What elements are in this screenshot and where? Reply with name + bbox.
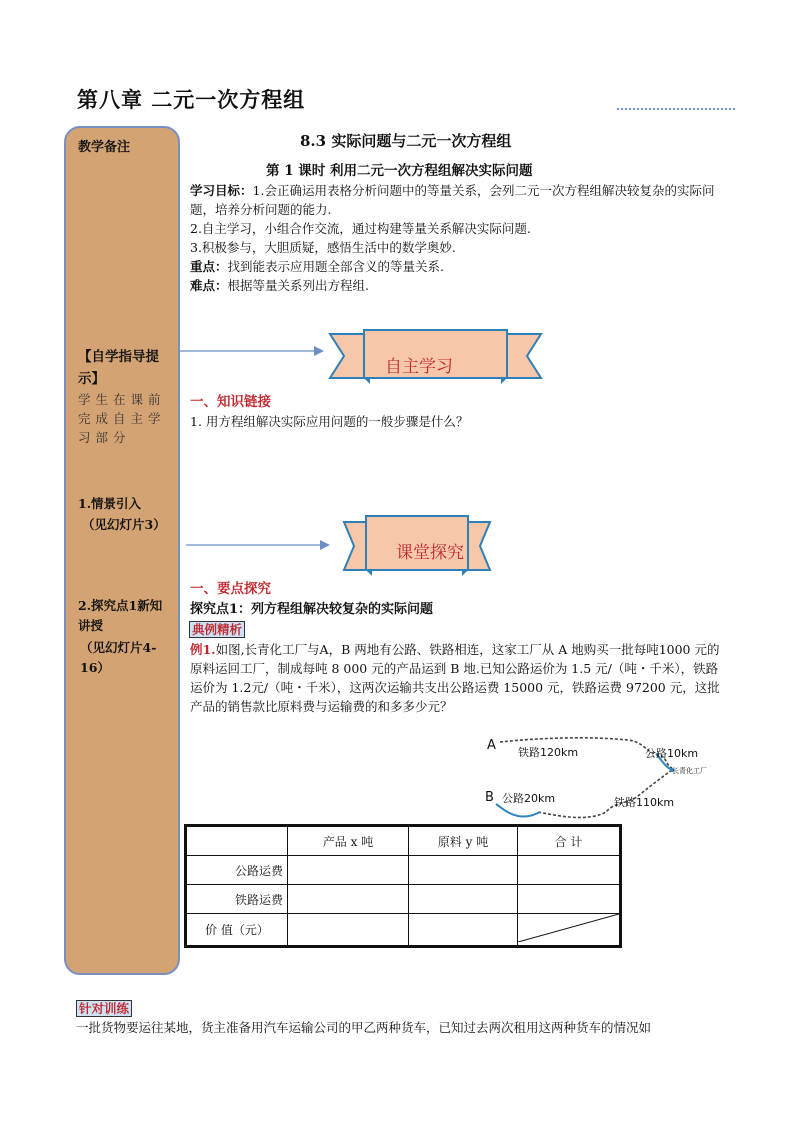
learning-goals (190, 181, 730, 295)
table-row: 价 值（元） (186, 914, 621, 947)
explore-subheading: 探究点1：列方程组解决较复杂的实际问题 (190, 602, 434, 617)
analysis-table (184, 824, 622, 948)
explore-label: 2.探究点1新知讲授 (78, 598, 163, 633)
teaching-notes-sidebar (64, 126, 180, 975)
intro-label: 1.情景引入 (78, 496, 142, 511)
table-row: 铁路运费 (186, 885, 621, 914)
goal-2: 2.自主学习，小组合作交流，通过构建等量关系解决实际问题. (190, 221, 531, 236)
map-point-a: A (487, 738, 496, 753)
intro-ref: （见幻灯片3） (82, 517, 166, 532)
route-map-diagram (478, 730, 738, 822)
map-point-b: B (485, 790, 494, 805)
map-road-b: 公路20km (502, 792, 556, 805)
goal-1: 学习目标：1.会正确运用表格分析问题中的等量关系，会列二元一次方程组解决较复杂的实际问题，培养分析问题的能力. (190, 183, 715, 217)
map-factory: 长青化工厂 (672, 767, 707, 775)
arrow-2 (184, 536, 334, 556)
banner-self-study: 自主学习 (385, 357, 453, 377)
notes-label: 教学备注 (78, 140, 131, 155)
training-tag: 针对训练 (76, 998, 132, 1017)
difficulty-point: 难点：根据等量关系列出方程组. (190, 278, 369, 293)
key-explore-heading: 一、要点探究 (190, 581, 271, 597)
explore-ref: （见幻灯片4-16） (80, 640, 157, 675)
lesson-title: 第 1 课时 利用二元一次方程组解决实际问题 (266, 163, 533, 179)
map-road-a: 公路10km (645, 747, 699, 760)
arrow-1 (176, 338, 326, 358)
example-tag: 典例精析 (189, 619, 245, 638)
key-point: 重点：找到能表示应用题全部含义的等量关系. (190, 259, 444, 274)
guide-desc: 学生在课前完成自主学习部分 (78, 392, 166, 445)
banner-class-explore: 课堂探究 (396, 543, 464, 563)
map-rail-b: 铁路110km (614, 796, 675, 809)
knowledge-question-1: 1. 用方程组解决实际应用问题的一般步骤是什么？ (190, 414, 469, 429)
map-rail-a: 铁路120km (518, 746, 579, 759)
chapter-title: 第八章 二元一次方程组 (77, 87, 306, 112)
example-1: 例1.如图,长青化工厂与A，B 两地有公路、铁路相连，这家工厂从 A 地购买一批每吨1000 元的原料运回工厂，制成每吨 8 000 元的产品运到 B 地.已知公路运价为 1.5 元/（吨・千米），铁路运价为 1.2元/（吨・千米），这两次运输共支出公路运费 15000 元，铁路运费 97200 元，这批产品的销售款比原料费与运输费的和多多少元？ (190, 642, 720, 714)
training-text: 一批货物要运往某地，货主准备用汽车运输公司的甲乙两种货车，已知过去两次租用这两种货车的情况如 (76, 1020, 652, 1035)
section-title: 8.3 实际问题与二元一次方程组 (300, 132, 512, 150)
goal-3: 3.积极参与，大胆质疑，感悟生活中的数学奥妙. (190, 240, 456, 255)
knowledge-link-heading: 一、知识链接 (190, 394, 271, 410)
guide-title: 【自学指导提示】 (78, 349, 159, 387)
table-header-row: 产品 x 吨 原料 y 吨 合 计 (186, 826, 621, 856)
table-row: 公路运费 (186, 856, 621, 885)
dotted-divider (617, 108, 735, 110)
